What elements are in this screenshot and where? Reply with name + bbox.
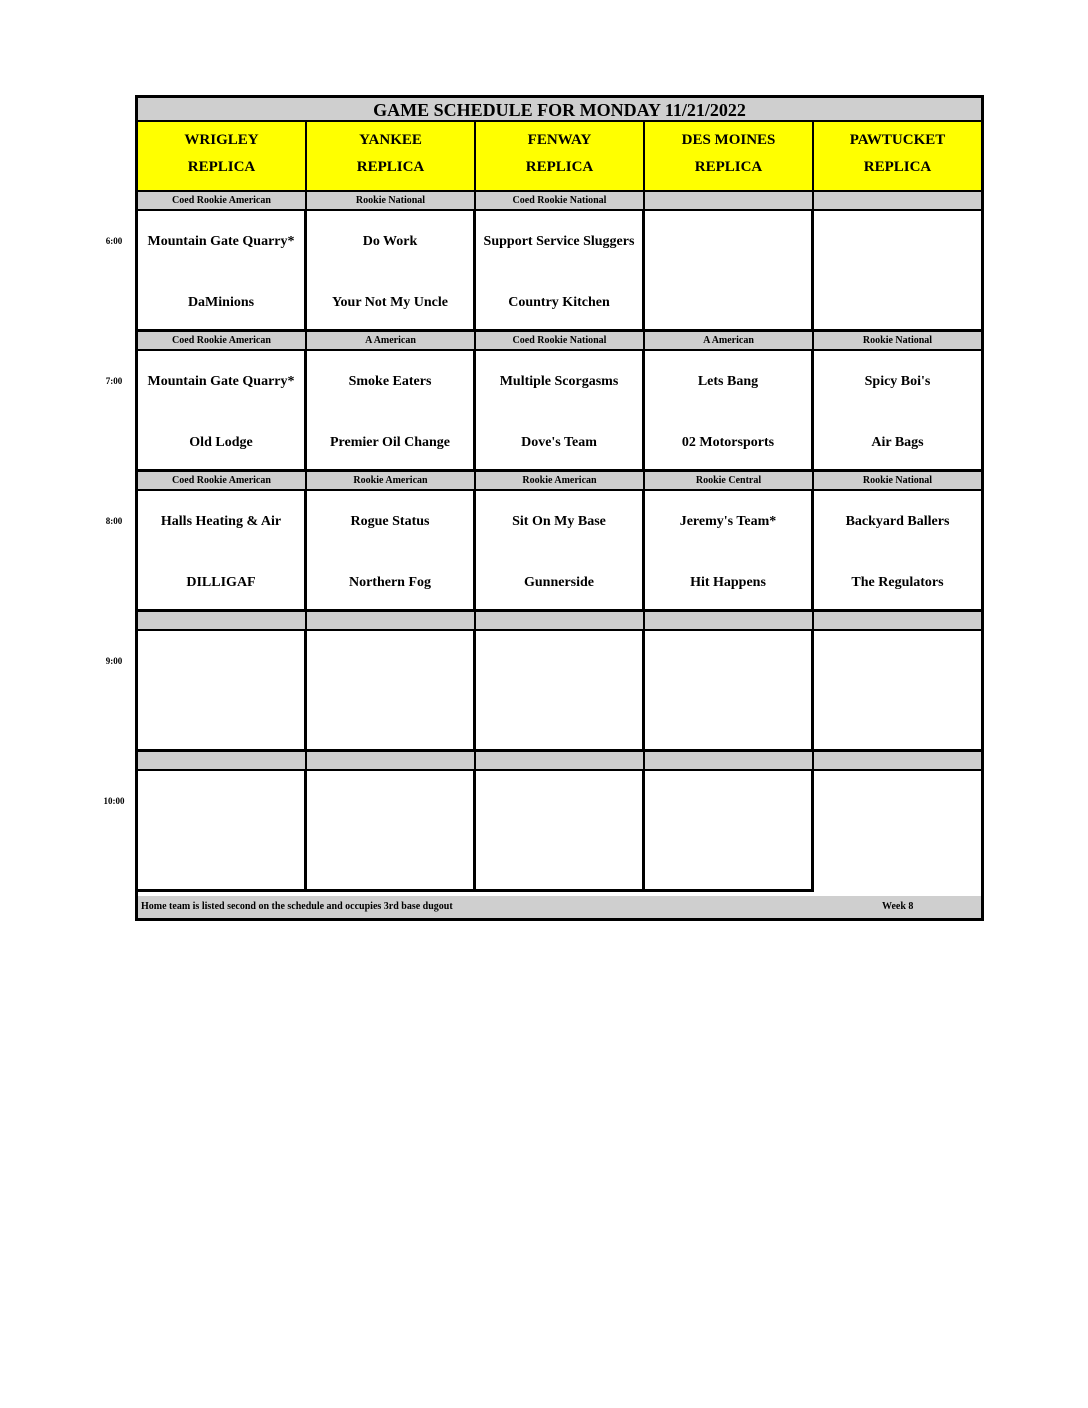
field-sub: REPLICA xyxy=(187,159,256,175)
division-label xyxy=(645,612,814,631)
game-cell xyxy=(645,631,814,752)
away-team: Spicy Boi's xyxy=(864,374,931,389)
time-label-9: 9:00 xyxy=(105,656,123,666)
division-label: Rookie National xyxy=(814,332,981,351)
field-name: PAWTUCKET xyxy=(849,132,946,148)
home-team: Northern Fog xyxy=(348,575,432,590)
division-label xyxy=(645,752,814,771)
field-name: WRIGLEY xyxy=(184,132,259,148)
division-row-10 xyxy=(138,752,981,771)
division-label xyxy=(476,752,645,771)
home-team: Gunnerside xyxy=(523,575,594,590)
game-cell xyxy=(814,491,981,612)
field-sub: REPLICA xyxy=(356,159,425,175)
division-label xyxy=(476,612,645,631)
division-label xyxy=(814,192,981,211)
division-label xyxy=(645,192,814,211)
time-label-10: 10:00 xyxy=(103,796,125,806)
schedule-footer xyxy=(138,896,981,918)
game-cell xyxy=(307,351,476,472)
division-row-9 xyxy=(138,612,981,631)
game-cell xyxy=(476,211,645,332)
division-label xyxy=(138,612,307,631)
game-cell xyxy=(476,771,645,892)
home-team: DILLIGAF xyxy=(186,575,256,590)
away-team: Jeremy's Team* xyxy=(679,514,777,529)
game-cell xyxy=(645,351,814,472)
division-label: A American xyxy=(307,332,476,351)
game-cell xyxy=(814,771,981,892)
game-cell xyxy=(476,631,645,752)
game-cell xyxy=(138,771,307,892)
field-sub: REPLICA xyxy=(525,159,594,175)
game-cell xyxy=(138,351,307,472)
schedule-title: GAME SCHEDULE FOR MONDAY 11/21/2022 xyxy=(138,98,981,122)
game-cell xyxy=(138,491,307,612)
home-team: DaMinions xyxy=(187,295,255,310)
field-header-wrigley xyxy=(138,122,307,192)
division-label xyxy=(307,612,476,631)
home-team: Country Kitchen xyxy=(508,295,610,310)
division-row-6 xyxy=(138,192,981,211)
game-row-10 xyxy=(138,771,981,892)
home-team-note: Home team is listed second on the schedule and occupies 3rd base dugout xyxy=(141,901,453,912)
game-row-6 xyxy=(138,211,981,332)
field-header-row xyxy=(138,122,981,192)
game-cell xyxy=(476,351,645,472)
field-header-fenway xyxy=(476,122,645,192)
week-label: Week 8 xyxy=(882,901,914,912)
away-team: Support Service Sluggers xyxy=(483,234,635,249)
home-team: The Regulators xyxy=(851,575,944,590)
division-label: Rookie National xyxy=(814,472,981,491)
home-team: Dove's Team xyxy=(521,435,597,450)
away-team: Smoke Eaters xyxy=(348,374,432,389)
division-label: Coed Rookie American xyxy=(138,472,307,491)
game-cell xyxy=(645,211,814,332)
division-label: Coed Rookie American xyxy=(138,332,307,351)
away-team: Mountain Gate Quarry* xyxy=(147,234,295,249)
game-cell xyxy=(476,491,645,612)
home-team: Your Not My Uncle xyxy=(331,295,448,310)
game-row-8 xyxy=(138,491,981,612)
game-cell xyxy=(138,631,307,752)
home-team: Old Lodge xyxy=(189,435,253,450)
division-label xyxy=(307,752,476,771)
field-name: FENWAY xyxy=(527,132,592,148)
division-label: Rookie American xyxy=(476,472,645,491)
away-team: Lets Bang xyxy=(697,374,759,389)
game-cell xyxy=(307,491,476,612)
field-name: DES MOINES xyxy=(681,132,776,148)
division-label: A American xyxy=(645,332,814,351)
game-cell xyxy=(645,491,814,612)
game-row-9 xyxy=(138,631,981,752)
field-header-pawtucket xyxy=(814,122,981,192)
division-label: Coed Rookie National xyxy=(476,332,645,351)
time-label-6: 6:00 xyxy=(105,236,123,246)
game-cell xyxy=(138,211,307,332)
field-header-des-moines xyxy=(645,122,814,192)
schedule-table xyxy=(135,95,984,921)
home-team: Air Bags xyxy=(871,435,924,450)
division-label: Rookie Central xyxy=(645,472,814,491)
division-label: Rookie National xyxy=(307,192,476,211)
home-team: 02 Motorsports xyxy=(681,435,775,450)
away-team: Halls Heating & Air xyxy=(160,514,282,529)
away-team: Sit On My Base xyxy=(512,514,606,529)
away-team: Backyard Ballers xyxy=(845,514,950,529)
home-team: Hit Happens xyxy=(690,575,766,590)
field-name: YANKEE xyxy=(359,132,422,148)
division-label: Rookie American xyxy=(307,472,476,491)
division-label: Coed Rookie National xyxy=(476,192,645,211)
field-sub: REPLICA xyxy=(694,159,763,175)
game-cell xyxy=(307,771,476,892)
time-label-7: 7:00 xyxy=(105,376,123,386)
division-row-7 xyxy=(138,332,981,351)
away-team: Rogue Status xyxy=(350,514,430,529)
game-cell xyxy=(307,631,476,752)
division-label xyxy=(138,752,307,771)
field-header-yankee xyxy=(307,122,476,192)
game-row-7 xyxy=(138,351,981,472)
time-label-8: 8:00 xyxy=(105,516,123,526)
division-label: Coed Rookie American xyxy=(138,192,307,211)
home-team: Premier Oil Change xyxy=(329,435,451,450)
division-label xyxy=(814,612,981,631)
field-sub: REPLICA xyxy=(863,159,932,175)
game-cell xyxy=(645,771,814,892)
away-team: Do Work xyxy=(362,234,418,249)
game-cell xyxy=(814,631,981,752)
division-row-8 xyxy=(138,472,981,491)
game-cell xyxy=(307,211,476,332)
game-cell xyxy=(814,351,981,472)
division-label xyxy=(814,752,981,771)
away-team: Mountain Gate Quarry* xyxy=(147,374,295,389)
away-team: Multiple Scorgasms xyxy=(499,374,619,389)
game-cell xyxy=(814,211,981,332)
